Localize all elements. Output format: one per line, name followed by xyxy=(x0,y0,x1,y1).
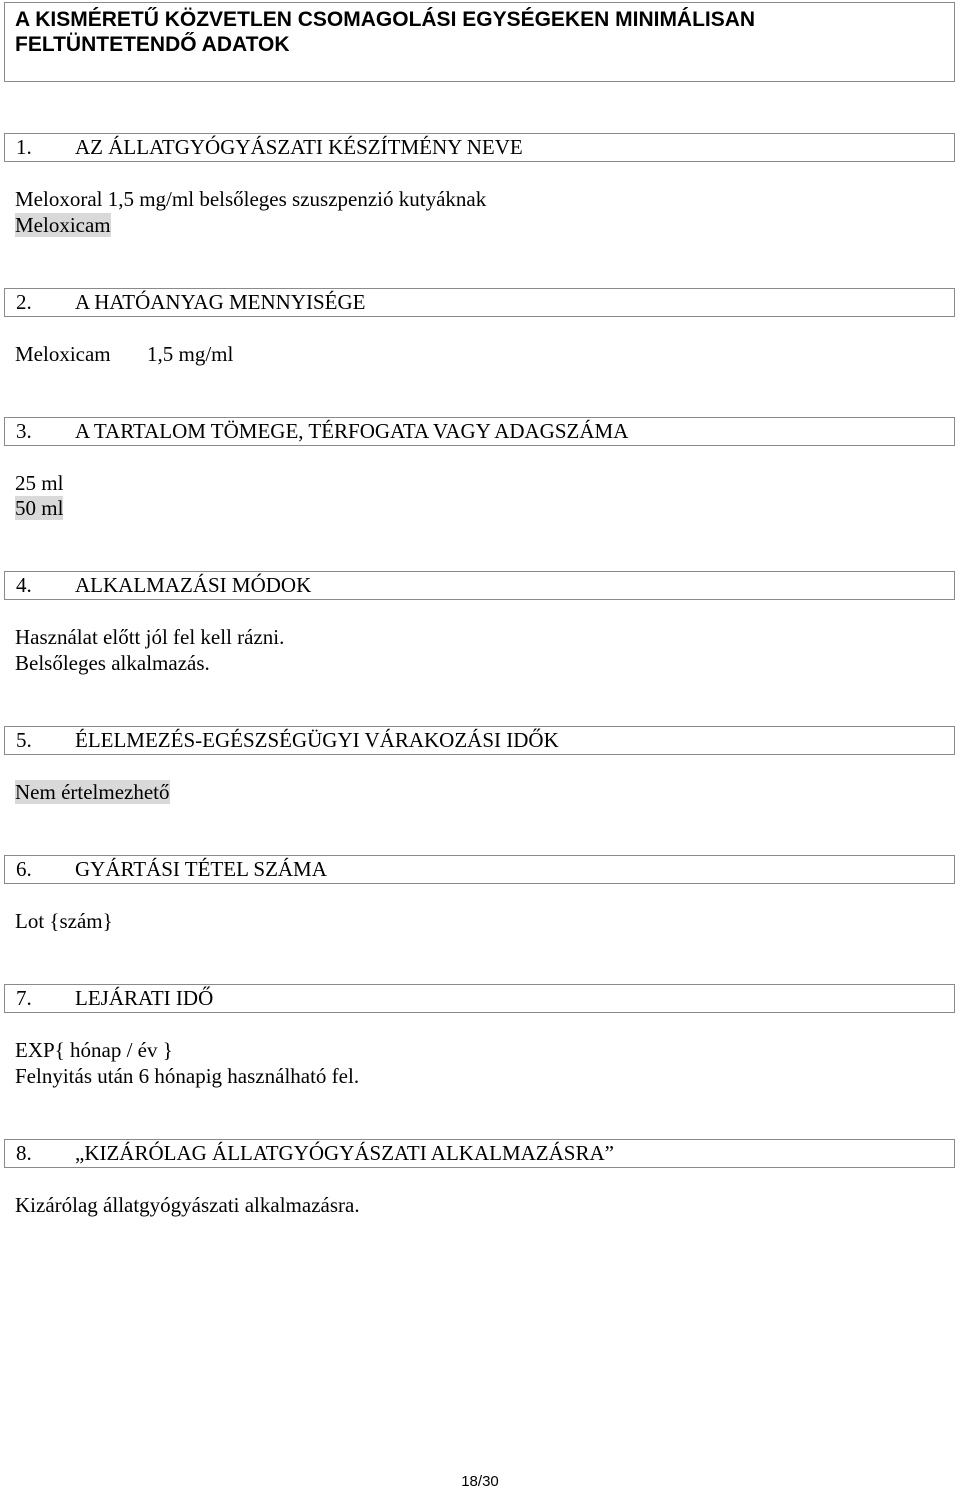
expiry-date: EXP{ hónap / év } xyxy=(15,1038,173,1062)
product-name: Meloxoral 1,5 mg/ml belsőleges szuszpenzió kutyáknak xyxy=(15,187,487,211)
page-number: 18/30 xyxy=(461,1473,499,1490)
section-2-header xyxy=(4,288,955,317)
section-number: 5. xyxy=(16,728,32,752)
section-1-header xyxy=(4,133,955,162)
section-8-header xyxy=(4,1139,955,1168)
substance-amount: 1,5 mg/ml xyxy=(147,342,234,366)
section-number: 8. xyxy=(16,1141,32,1165)
section-number: 6. xyxy=(16,857,32,881)
volume-option-1: 25 ml xyxy=(15,471,64,495)
document-title-line-2: FELTÜNTETENDŐ ADATOK xyxy=(15,33,290,56)
usage-instruction-1: Használat előtt jól fel kell rázni. xyxy=(15,625,285,649)
section-heading: A HATÓANYAG MENNYISÉGE xyxy=(75,290,366,314)
veterinary-use-statement: Kizárólag állatgyógyászati alkalmazásra. xyxy=(15,1193,360,1217)
usage-instruction-2: Belsőleges alkalmazás. xyxy=(15,651,210,675)
volume-option-2-row xyxy=(15,495,63,521)
section-heading: LEJÁRATI IDŐ xyxy=(75,986,214,1010)
section-number: 1. xyxy=(16,135,32,159)
section-heading: ALKALMAZÁSI MÓDOK xyxy=(75,573,312,597)
section-heading: ÉLELMEZÉS-EGÉSZSÉGÜGYI VÁRAKOZÁSI IDŐK xyxy=(75,728,559,752)
document-title xyxy=(4,2,955,82)
section-4-header xyxy=(4,571,955,600)
section-heading: „KIZÁRÓLAG ÁLLATGYÓGYÁSZATI ALKALMAZÁSRA” xyxy=(75,1141,614,1165)
withdrawal-period: Nem értelmezhető xyxy=(15,780,170,804)
withdrawal-period-row xyxy=(15,779,170,805)
document-title-line-1: A KISMÉRETŰ KÖZVETLEN CSOMAGOLÁSI EGYSÉGEKEN MINIMÁLISAN xyxy=(15,8,756,31)
section-6-header xyxy=(4,855,955,884)
section-number: 3. xyxy=(16,419,32,443)
section-5-header xyxy=(4,726,955,755)
section-7-header xyxy=(4,984,955,1013)
volume-option-2: 50 ml xyxy=(15,496,64,520)
active-substance-name: Meloxicam xyxy=(15,213,111,237)
section-heading: AZ ÁLLATGYÓGYÁSZATI KÉSZÍTMÉNY NEVE xyxy=(75,135,523,159)
section-number: 4. xyxy=(16,573,32,597)
active-substance-name-row xyxy=(15,212,111,238)
section-number: 2. xyxy=(16,290,32,314)
section-3-header xyxy=(4,417,955,446)
substance-label: Meloxicam xyxy=(15,342,111,366)
lot-number: Lot {szám} xyxy=(15,909,113,933)
section-heading: A TARTALOM TÖMEGE, TÉRFOGATA VAGY ADAGSZÁMA xyxy=(75,419,629,443)
shelf-life-after-opening: Felnyitás után 6 hónapig használható fel. xyxy=(15,1064,360,1088)
section-heading: GYÁRTÁSI TÉTEL SZÁMA xyxy=(75,857,327,881)
section-number: 7. xyxy=(16,986,32,1010)
